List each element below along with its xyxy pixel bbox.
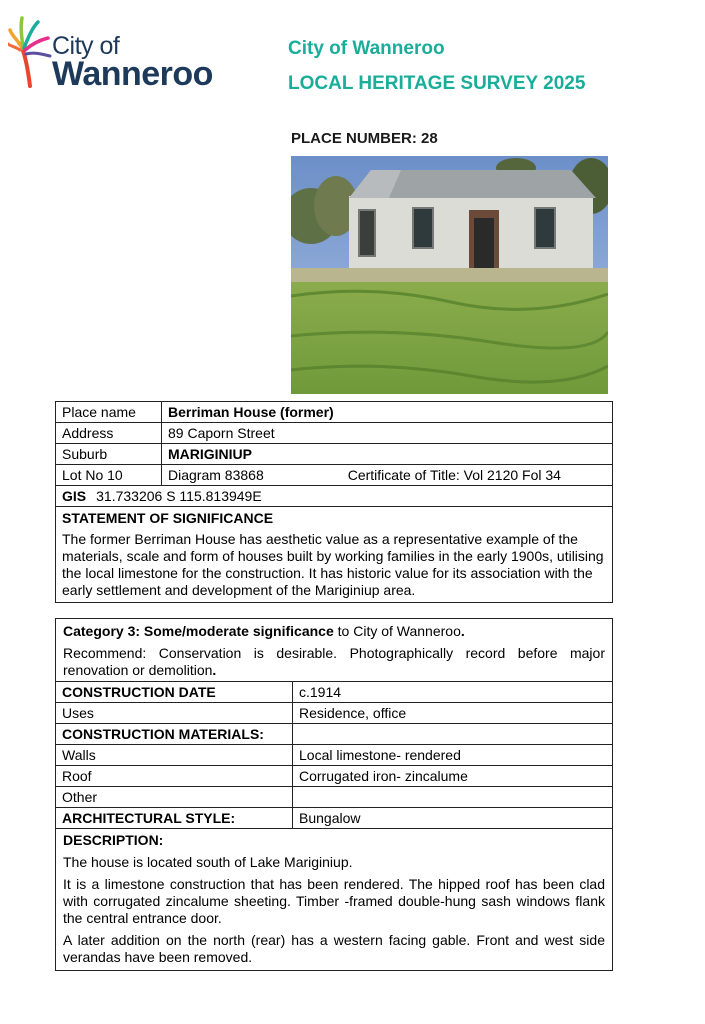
description-cell: [56, 829, 612, 970]
roof-value: Corrugated iron- zincalume: [299, 768, 468, 784]
description-heading: DESCRIPTION:: [63, 832, 164, 848]
assessment-table: [55, 618, 613, 971]
style-row: [56, 808, 612, 829]
lot-details: [162, 464, 612, 486]
materials-label: CONSTRUCTION MATERIALS:: [56, 724, 293, 744]
category-suffix: to City of Wanneroo: [333, 623, 461, 639]
walls-value: Local limestone- rendered: [299, 747, 461, 763]
suburb-label: Suburb: [56, 443, 162, 465]
walls-label: Walls: [56, 745, 293, 765]
logo-city-of: City of: [52, 32, 120, 60]
suburb-value: MARIGINIUP: [168, 446, 252, 462]
house-photo: [291, 156, 608, 394]
gis-label: GIS: [62, 488, 87, 504]
city-logo: [8, 10, 238, 93]
place-name-row: [56, 402, 612, 423]
lot-row: [56, 465, 612, 486]
place-name-label: Place name: [56, 401, 162, 423]
significance-text: The former Berriman House has aesthetic value as a representative example of the materials, scale and form of houses built by working families in the early 1900s, utilising the local limestone for the construction. It has historic value for its association with the early settlement and development of the Mariginiup area.: [62, 531, 604, 598]
lot-label: Lot No 10: [56, 464, 162, 486]
significance-heading: STATEMENT OF SIGNIFICANCE: [62, 509, 274, 526]
category-suffix-end: .: [460, 623, 465, 639]
uses-value: Residence, office: [299, 705, 407, 721]
address-value: 89 Caporn Street: [168, 425, 275, 441]
description-p1: The house is located south of Lake Mariginiup.: [63, 854, 353, 870]
place-name-value: Berriman House (former): [168, 404, 334, 420]
uses-row: [56, 703, 612, 724]
materials-value: [293, 732, 612, 736]
materials-row: [56, 724, 612, 745]
place-number: PLACE NUMBER: 28: [291, 130, 438, 147]
other-label: Other: [56, 787, 293, 807]
recommendation-text: Recommend: Conservation is desirable. Photographically record before major renovation or demolition: [63, 645, 605, 678]
style-label: ARCHITECTURAL STYLE:: [56, 808, 293, 828]
construction-date-row: [56, 682, 612, 703]
gis-row: [56, 486, 612, 507]
gis-value: 31.733206 S 115.813949E: [96, 488, 262, 504]
certificate-value: Certificate of Title: Vol 2120 Fol 34: [347, 467, 561, 483]
construction-date-label: CONSTRUCTION DATE: [56, 682, 293, 702]
walls-row: [56, 745, 612, 766]
header-title: City of Wanneroo: [288, 38, 445, 59]
category-cell: [56, 619, 612, 682]
place-details-table: [55, 401, 613, 603]
uses-label: Uses: [56, 703, 293, 723]
roof-label: Roof: [56, 766, 293, 786]
recommendation-end: .: [212, 662, 217, 678]
diagram-value: Diagram 83868: [168, 467, 264, 483]
address-label: Address: [56, 422, 162, 444]
other-row: [56, 787, 612, 808]
kangaroo-paw-icon: [8, 10, 58, 88]
construction-date-value: c.1914: [299, 684, 342, 700]
style-value: Bungalow: [299, 810, 361, 826]
address-row: [56, 423, 612, 444]
description-p2: It is a limestone construction that has been rendered. The hipped roof has been clad with corrugated zincalume sheeting. Timber -framed double-hung sash windows flank the central entrance door.: [63, 876, 605, 926]
header-survey-title: LOCAL HERITAGE SURVEY 2025: [288, 73, 586, 94]
other-value: [293, 795, 612, 799]
roof-row: [56, 766, 612, 787]
description-p3: A later addition on the north (rear) has a western facing gable. Front and west side verandas have been removed.: [63, 932, 605, 965]
category-label: Category 3: Some/moderate significance: [63, 623, 334, 639]
logo-wanneroo: Wanneroo: [52, 55, 213, 93]
suburb-row: [56, 444, 612, 465]
